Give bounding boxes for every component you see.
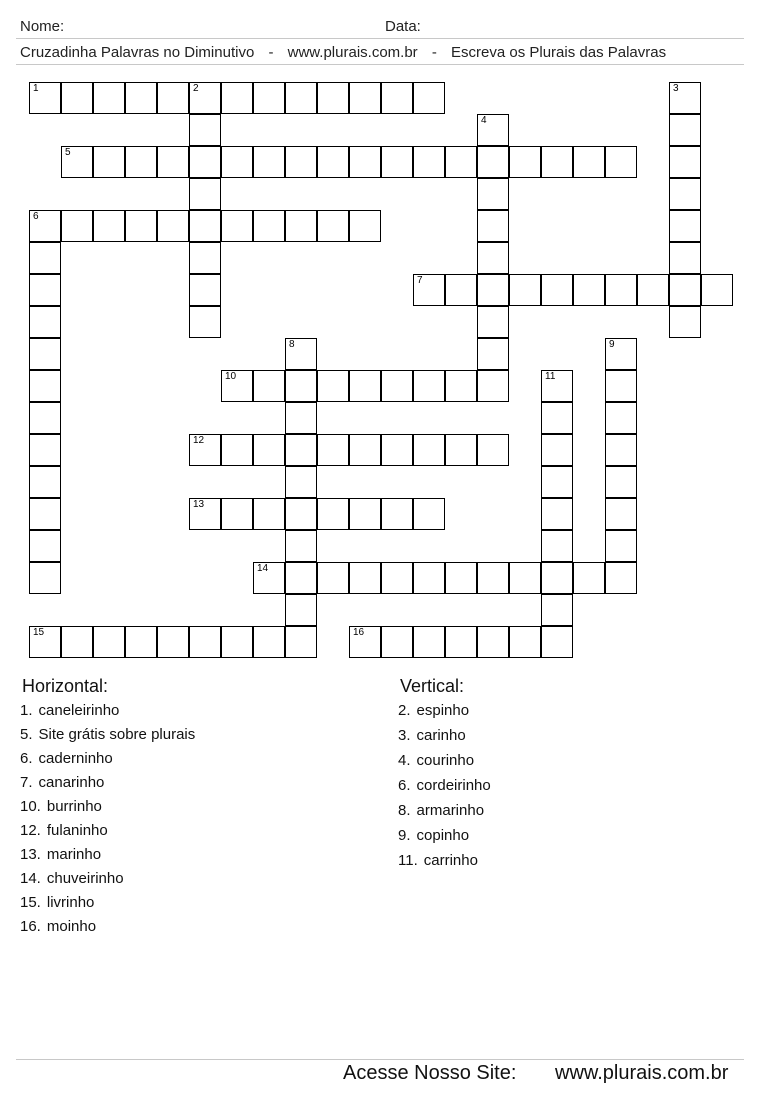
- clue-number: 1: [33, 83, 39, 94]
- clue-number: 4: [481, 115, 487, 126]
- clue-item: [20, 774, 104, 791]
- crossword-cell[interactable]: [285, 146, 317, 178]
- crossword-cell[interactable]: [189, 498, 221, 530]
- clue-item-text: armarinho: [416, 802, 485, 819]
- clue-number: 3: [673, 83, 679, 94]
- crossword-cell[interactable]: [477, 306, 509, 338]
- crossword-cell[interactable]: [605, 402, 637, 434]
- crossword-cell[interactable]: [541, 498, 573, 530]
- footer-divider: [16, 1059, 744, 1060]
- clue-item: [20, 726, 195, 743]
- crossword-cell[interactable]: [349, 370, 381, 402]
- crossword-cell[interactable]: [29, 530, 61, 562]
- clue-item: [20, 822, 108, 839]
- clue-number: 12: [193, 435, 205, 446]
- clue-item-text: courinho: [416, 752, 475, 769]
- crossword-cell[interactable]: [605, 562, 637, 594]
- crossword-cell[interactable]: [221, 498, 253, 530]
- clue-number: 9: [609, 339, 615, 350]
- clue-item: [398, 727, 466, 744]
- crossword-cell[interactable]: [61, 626, 93, 658]
- crossword-cell[interactable]: [253, 562, 285, 594]
- clue-item-text: moinho: [46, 918, 97, 935]
- crossword-cell[interactable]: [189, 178, 221, 210]
- crossword-cell[interactable]: [541, 530, 573, 562]
- crossword-cell[interactable]: [541, 466, 573, 498]
- clue-item: [20, 798, 102, 815]
- crossword-cell[interactable]: [605, 466, 637, 498]
- crossword-cell[interactable]: [189, 210, 221, 242]
- crossword-cell[interactable]: [125, 210, 157, 242]
- crossword-cell[interactable]: [157, 146, 189, 178]
- clue-item-text: burrinho: [46, 798, 102, 815]
- crossword-cell[interactable]: [285, 434, 317, 466]
- clue-item-number: 10.: [20, 798, 41, 815]
- clue-number: 6: [33, 211, 39, 222]
- crossword-cell[interactable]: [509, 562, 541, 594]
- crossword-cell[interactable]: [669, 242, 701, 274]
- clue-item-number: 14.: [20, 870, 41, 887]
- crossword-cell[interactable]: [285, 370, 317, 402]
- crossword-cell[interactable]: [541, 370, 573, 402]
- clue-item-text: canarinho: [38, 774, 105, 791]
- clue-item: [20, 750, 113, 767]
- crossword-cell[interactable]: [93, 82, 125, 114]
- crossword-cell[interactable]: [541, 274, 573, 306]
- crossword-cell[interactable]: [381, 370, 413, 402]
- clue-item-number: 11.: [398, 852, 418, 869]
- horizontal-title: Horizontal:: [22, 676, 109, 696]
- header-site: www.plurais.com.br: [287, 44, 418, 61]
- crossword-cell[interactable]: [317, 210, 349, 242]
- clue-item-number: 16.: [20, 918, 41, 935]
- crossword-cell[interactable]: [477, 146, 509, 178]
- crossword-cell[interactable]: [669, 114, 701, 146]
- crossword-cell[interactable]: [61, 210, 93, 242]
- crossword-cell[interactable]: [189, 242, 221, 274]
- worksheet-title: Cruzadinha Palavras no Diminutivo: [20, 44, 255, 61]
- crossword-cell[interactable]: [29, 242, 61, 274]
- clue-number: 16: [353, 627, 365, 638]
- clue-item-number: 3.: [398, 727, 411, 744]
- crossword-cell[interactable]: [509, 146, 541, 178]
- crossword-cell[interactable]: [413, 562, 445, 594]
- crossword-cell[interactable]: [317, 498, 349, 530]
- clue-number: 7: [417, 275, 423, 286]
- clue-item-text: Site grátis sobre plurais: [38, 726, 196, 743]
- crossword-cell[interactable]: [29, 370, 61, 402]
- crossword-cell[interactable]: [253, 434, 285, 466]
- footer-label: Acesse Nosso Site:: [343, 1062, 517, 1084]
- crossword-cell[interactable]: [605, 146, 637, 178]
- crossword-cell[interactable]: [413, 626, 445, 658]
- clue-number: 15: [33, 627, 45, 638]
- crossword-cell[interactable]: [477, 626, 509, 658]
- clue-number: 2: [193, 83, 199, 94]
- crossword-cell[interactable]: [541, 594, 573, 626]
- crossword-cell[interactable]: [669, 82, 701, 114]
- crossword-cell[interactable]: [157, 626, 189, 658]
- crossword-cell[interactable]: [605, 530, 637, 562]
- clue-number: 13: [193, 499, 205, 510]
- clue-number: 8: [289, 339, 295, 350]
- clue-item-number: 6.: [20, 750, 33, 767]
- crossword-cell[interactable]: [605, 370, 637, 402]
- clue-item-number: 13.: [20, 846, 41, 863]
- crossword-cell[interactable]: [573, 562, 605, 594]
- worksheet-instruction: Escreva os Plurais das Palavras: [451, 44, 667, 61]
- crossword-cell[interactable]: [445, 274, 477, 306]
- title-separator: -: [268, 44, 274, 61]
- crossword-cell[interactable]: [605, 434, 637, 466]
- clue-item-text: caneleirinho: [38, 702, 120, 719]
- crossword-cell[interactable]: [29, 498, 61, 530]
- clue-item-number: 15.: [20, 894, 41, 911]
- crossword-cell[interactable]: [285, 498, 317, 530]
- footer-site-link[interactable]: www.plurais.com.br: [555, 1062, 729, 1084]
- clue-item: [20, 702, 119, 719]
- clue-item-text: copinho: [416, 827, 470, 844]
- crossword-cell[interactable]: [317, 146, 349, 178]
- crossword-cell[interactable]: [541, 626, 573, 658]
- crossword-cell[interactable]: [413, 82, 445, 114]
- crossword-cell[interactable]: [317, 82, 349, 114]
- crossword-cell[interactable]: [381, 82, 413, 114]
- clue-number: 5: [65, 147, 71, 158]
- crossword-cell[interactable]: [285, 530, 317, 562]
- clue-item-text: livrinho: [46, 894, 95, 911]
- crossword-cell[interactable]: [157, 82, 189, 114]
- crossword-cell[interactable]: [221, 434, 253, 466]
- crossword-cell[interactable]: [413, 498, 445, 530]
- crossword-cell[interactable]: [477, 434, 509, 466]
- crossword-cell[interactable]: [541, 562, 573, 594]
- crossword-cell[interactable]: [253, 370, 285, 402]
- clue-item-number: 12.: [20, 822, 41, 839]
- crossword-cell[interactable]: [445, 370, 477, 402]
- crossword-cell[interactable]: [285, 402, 317, 434]
- crossword-cell[interactable]: [29, 82, 61, 114]
- crossword-cell[interactable]: [349, 562, 381, 594]
- vertical-title: Vertical:: [400, 676, 465, 696]
- crossword-cell[interactable]: [285, 626, 317, 658]
- clue-number: 14: [257, 563, 269, 574]
- crossword-cell[interactable]: [253, 626, 285, 658]
- crossword-cell[interactable]: [349, 434, 381, 466]
- crossword-cell[interactable]: [29, 562, 61, 594]
- crossword-cell[interactable]: [317, 370, 349, 402]
- name-label: Nome:: [20, 18, 65, 35]
- crossword-cell[interactable]: [93, 146, 125, 178]
- crossword-cell[interactable]: [61, 146, 93, 178]
- clue-item-text: carinho: [416, 727, 466, 744]
- clue-item-number: 6.: [398, 777, 411, 794]
- clue-item-number: 8.: [398, 802, 411, 819]
- clue-item-text: caderninho: [38, 750, 113, 767]
- crossword-cell[interactable]: [605, 274, 637, 306]
- crossword-cell[interactable]: [445, 434, 477, 466]
- clue-item: [20, 918, 96, 935]
- crossword-cell[interactable]: [477, 242, 509, 274]
- crossword-cell[interactable]: [189, 82, 221, 114]
- crossword-cell[interactable]: [29, 306, 61, 338]
- crossword-cell[interactable]: [381, 146, 413, 178]
- crossword-cell[interactable]: [221, 82, 253, 114]
- crossword-cell[interactable]: [125, 146, 157, 178]
- crossword-cell[interactable]: [573, 146, 605, 178]
- crossword-cell[interactable]: [541, 402, 573, 434]
- crossword-cell[interactable]: [381, 562, 413, 594]
- clue-item-text: espinho: [416, 702, 470, 719]
- crossword-cell[interactable]: [221, 626, 253, 658]
- crossword-cell[interactable]: [253, 146, 285, 178]
- crossword-cell[interactable]: [445, 626, 477, 658]
- crossword-cell[interactable]: [477, 114, 509, 146]
- crossword-cell[interactable]: [157, 210, 189, 242]
- crossword-cell[interactable]: [605, 498, 637, 530]
- crossword-cell[interactable]: [509, 626, 541, 658]
- clue-item-number: 5.: [20, 726, 33, 743]
- crossword-cell[interactable]: [285, 562, 317, 594]
- crossword-cell[interactable]: [317, 562, 349, 594]
- crossword-cell[interactable]: [349, 626, 381, 658]
- crossword-cell[interactable]: [541, 146, 573, 178]
- crossword-cell[interactable]: [349, 498, 381, 530]
- crossword-cell[interactable]: [189, 274, 221, 306]
- crossword-cell[interactable]: [29, 210, 61, 242]
- clue-item: [398, 852, 478, 869]
- crossword-cell[interactable]: [189, 306, 221, 338]
- date-label: Data:: [385, 18, 421, 35]
- title-separator: -: [431, 44, 437, 61]
- clue-item-number: 9.: [398, 827, 411, 844]
- crossword-cell[interactable]: [285, 338, 317, 370]
- crossword-cell[interactable]: [477, 210, 509, 242]
- crossword-cell[interactable]: [317, 434, 349, 466]
- crossword-cell[interactable]: [701, 274, 733, 306]
- crossword-cell[interactable]: [29, 402, 61, 434]
- crossword-cell[interactable]: [29, 434, 61, 466]
- crossword-cell[interactable]: [669, 146, 701, 178]
- clue-item-text: cordeirinho: [416, 777, 491, 794]
- clue-item: [398, 827, 469, 844]
- clue-item: [398, 802, 484, 819]
- crossword-cell[interactable]: [413, 146, 445, 178]
- crossword-cell[interactable]: [381, 498, 413, 530]
- crossword-cell[interactable]: [125, 82, 157, 114]
- crossword-cell[interactable]: [189, 146, 221, 178]
- crossword-cell[interactable]: [93, 210, 125, 242]
- crossword-cell[interactable]: [669, 178, 701, 210]
- crossword-cell[interactable]: [349, 210, 381, 242]
- clue-number: 10: [225, 371, 237, 382]
- clue-item-text: chuveirinho: [46, 870, 124, 887]
- crossword-cell[interactable]: [349, 82, 381, 114]
- crossword-cell[interactable]: [381, 434, 413, 466]
- crossword-cell[interactable]: [285, 82, 317, 114]
- clue-item: [398, 777, 491, 794]
- crossword-cell[interactable]: [637, 274, 669, 306]
- crossword-cell[interactable]: [605, 338, 637, 370]
- clue-item: [20, 870, 124, 887]
- crossword-cell[interactable]: [189, 114, 221, 146]
- crossword-cell[interactable]: [445, 562, 477, 594]
- clue-item: [398, 752, 474, 769]
- crossword-cell[interactable]: [669, 306, 701, 338]
- crossword-cell[interactable]: [29, 274, 61, 306]
- clue-item-number: 4.: [398, 752, 411, 769]
- clue-item-text: marinho: [46, 846, 102, 863]
- crossword-cell[interactable]: [221, 210, 253, 242]
- crossword-cell[interactable]: [669, 210, 701, 242]
- crossword-cell[interactable]: [669, 274, 701, 306]
- crossword-cell[interactable]: [413, 274, 445, 306]
- crossword-cell[interactable]: [253, 210, 285, 242]
- clue-item-text: carrinho: [423, 852, 478, 869]
- crossword-cell[interactable]: [189, 626, 221, 658]
- crossword-cell[interactable]: [221, 370, 253, 402]
- crossword-cell[interactable]: [285, 594, 317, 626]
- crossword-cell[interactable]: [413, 434, 445, 466]
- crossword-cell[interactable]: [477, 338, 509, 370]
- clue-item-number: 1.: [20, 702, 33, 719]
- crossword-cell[interactable]: [253, 82, 285, 114]
- crossword-cell[interactable]: [29, 338, 61, 370]
- crossword-cell[interactable]: [125, 626, 157, 658]
- clue-item: [20, 894, 94, 911]
- crossword-cell[interactable]: [381, 626, 413, 658]
- crossword-cell[interactable]: [541, 434, 573, 466]
- crossword-cell[interactable]: [253, 498, 285, 530]
- crossword-cell[interactable]: [445, 146, 477, 178]
- crossword-cell[interactable]: [349, 146, 381, 178]
- clue-item: [20, 846, 101, 863]
- crossword-cell[interactable]: [189, 434, 221, 466]
- crossword-cell[interactable]: [29, 466, 61, 498]
- crossword-cell[interactable]: [285, 466, 317, 498]
- clue-item: [398, 702, 469, 719]
- crossword-cell[interactable]: [413, 370, 445, 402]
- clue-item-text: fulaninho: [46, 822, 108, 839]
- clue-item-number: 2.: [398, 702, 411, 719]
- crossword-cell[interactable]: [61, 82, 93, 114]
- crossword-cell[interactable]: [285, 210, 317, 242]
- crossword-cell[interactable]: [221, 146, 253, 178]
- crossword-cell[interactable]: [573, 274, 605, 306]
- crossword-cell[interactable]: [477, 562, 509, 594]
- crossword-cell[interactable]: [477, 274, 509, 306]
- crossword-cell[interactable]: [477, 370, 509, 402]
- crossword-cell[interactable]: [477, 178, 509, 210]
- crossword-cell[interactable]: [509, 274, 541, 306]
- clue-number: 11: [545, 371, 556, 382]
- clue-item-number: 7.: [20, 774, 33, 791]
- crossword-cell[interactable]: [29, 626, 61, 658]
- crossword-cell[interactable]: [93, 626, 125, 658]
